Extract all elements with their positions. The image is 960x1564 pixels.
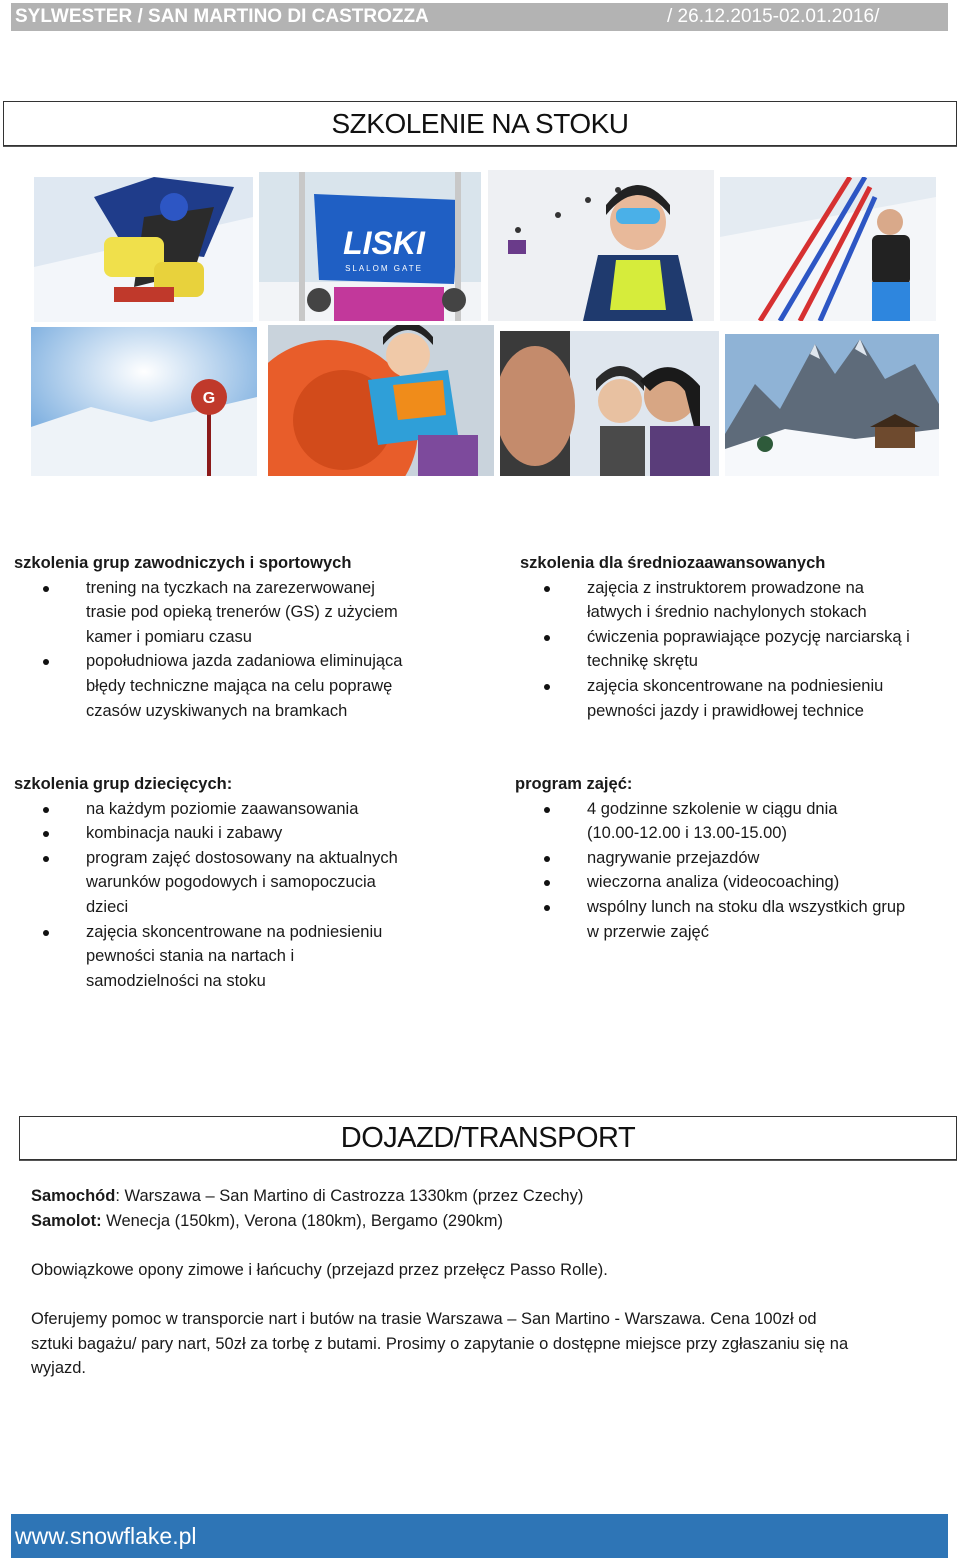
list-item [14,576,484,650]
photo-snow-tube [268,325,494,476]
list-item [14,649,484,723]
list-item-line: zajęcia skoncentrowane na podniesieniu [86,922,383,941]
transport-tires-note: Obowiązkowe opony zimowe i łańcuchy (przejazd przez przełęcz Passo Rolle). [31,1261,608,1279]
transport-car-line [31,1184,936,1209]
list-item [515,895,960,944]
photo-snow-sign [31,327,257,476]
section-title-ski [3,101,957,146]
list-item-line: samodzielności na stoku [86,971,266,990]
header-title: SYLWESTER / SAN MARTINO DI CASTROZZA [15,6,429,27]
section-title-text: SZKOLENIE NA STOKU [331,107,629,139]
list-item [515,576,960,625]
list-item-line: na każdym poziomie zaawansowania [86,799,359,818]
transport-help-note [31,1307,936,1381]
transport-car-label: Samochód [31,1187,116,1205]
list-item-line: błędy techniczne mająca na celu poprawę [86,676,393,695]
section-children-groups [14,772,484,993]
photo-ski-boots [34,177,253,322]
section-sport-groups [14,551,484,723]
list-item [515,625,960,674]
list-item [515,870,960,895]
transport-help-line: sztuki bagażu/ pary nart, 50zł za torbę z butami. Prosimy o zapytanie o dostępne miejsce przy zgłaszaniu się na [31,1334,849,1353]
list-item [515,674,960,723]
list-item [14,797,484,822]
list-item-line: technikę skrętu [587,652,698,671]
photo-coach-poles [720,177,936,321]
sport-groups-heading: szkolenia grup zawodniczych i sportowych [14,554,352,572]
transport-help-line: Oferujemy pomoc w transporcie nart i butów na trasie Warszawa – San Martino - Warszawa. Cena 100zł od [31,1310,817,1328]
photo-friends-laughing [500,331,719,476]
list-item [14,920,484,994]
list-item-line: zajęcia z instruktorem prowadzone na [587,578,864,597]
children-groups-heading: szkolenia grup dziecięcych: [14,775,233,793]
list-item-line: kamer i pomiaru czasu [86,627,252,646]
transport-help-line: wyjazd. [31,1359,87,1378]
transport-plane-label: Samolot: [31,1211,102,1230]
list-item-line: pewności stania na nartach i [86,947,295,966]
header-dates: / 26.12.2015-02.01.2016/ [667,6,880,27]
list-item-line: ćwiczenia poprawiające pozycję narciarską i [587,627,910,646]
gate-sign-text: G [202,390,216,407]
list-item [515,846,960,871]
list-item-line: program zajęć dostosowany na aktualnych [86,848,398,867]
footer-bar [11,1514,948,1558]
section-title-transport [19,1116,957,1160]
list-item [14,821,484,846]
program-list [515,797,960,945]
liski-banner-subtext: SLALOM GATE [345,264,423,273]
list-item [14,846,484,920]
photo-dolomites [725,334,939,476]
list-item-line: nagrywanie przejazdów [587,848,760,867]
children-groups-list [14,797,484,994]
sport-groups-list [14,576,484,724]
list-item-line: łatwych i średnio nachylonych stokach [587,603,867,622]
list-item-line: kombinacja nauki i zabawy [86,824,283,843]
list-item-line: (10.00-12.00 i 13.00-15.00) [587,824,787,843]
transport-plane-text: Wenecja (150km), Verona (180km), Bergamo (290km) [101,1211,503,1230]
intermediate-list [515,576,960,724]
list-item [515,797,960,846]
intermediate-heading: szkolenia dla średniozaawansowanych [520,554,826,572]
list-item-line: zajęcia skoncentrowane na podniesieniu [587,676,884,695]
list-item-line: czasów uzyskiwanych na bramkach [86,701,348,720]
program-heading: program zajęć: [515,775,633,793]
list-item-line: wspólny lunch na stoku dla wszystkich grup [587,897,906,916]
section-intermediate [520,551,960,723]
list-item-line: w przerwie zajęć [587,922,709,941]
list-item-line: popołudniowa jazda zadaniowa eliminująca [86,652,403,671]
transport-routes [31,1184,936,1233]
section-title-text: DOJAZD/TRANSPORT [340,1121,636,1154]
section-program [515,772,960,944]
liski-banner-text: LISKI [343,225,425,261]
header-bar [11,3,948,31]
list-item-line: warunków pogodowych i samopoczucia [86,873,376,892]
list-item-line: pewności jazdy i prawidłowej technice [587,701,864,720]
transport-car-text: : Warszawa – San Martino di Castrozza 1330km (przez Czechy) [115,1187,584,1205]
list-item-line: trasie pod opieką trenerów (GS) z użyciem [86,603,398,622]
transport-plane-line [31,1209,936,1234]
photo-child-skier [488,170,714,321]
photo-liski-gate [259,172,481,321]
list-item-line: trening na tyczkach na zarezerwowanej [86,578,375,597]
list-item-line: 4 godzinne szkolenie w ciągu dnia [587,799,838,818]
list-item-line: wieczorna analiza (videocoaching) [587,873,840,892]
list-item-line: dzieci [86,897,129,916]
footer-website-link[interactable]: www.snowflake.pl [15,1523,197,1549]
